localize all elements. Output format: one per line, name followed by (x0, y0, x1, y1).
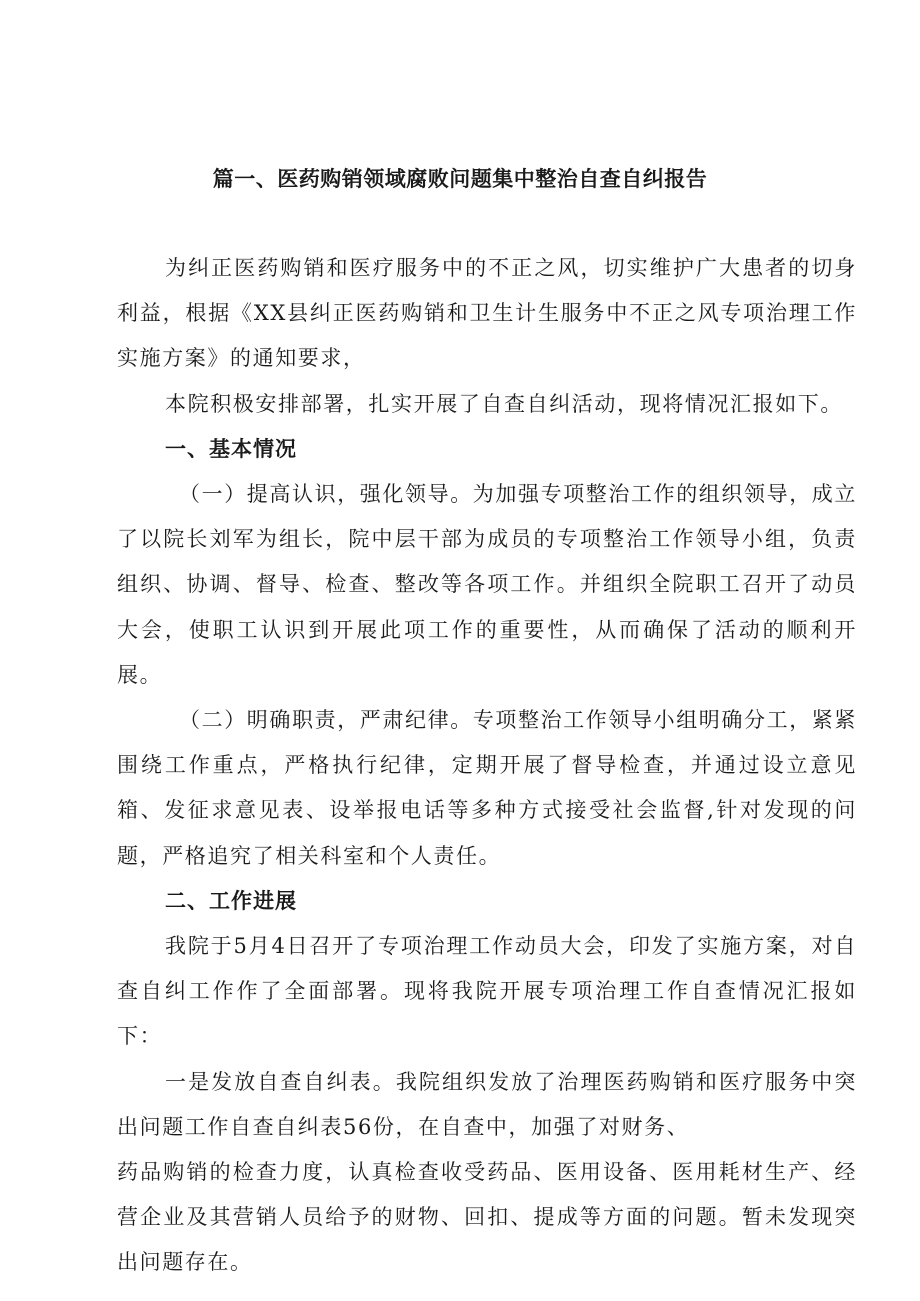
section2-paragraph-3: 药品购销的检查力度，认真检查收受药品、医用设备、医用耗材生产、经营企业及其营销人员给予的财物、回扣、提成等方面的问题。暂未发现突出问题存在。 (117, 1160, 857, 1275)
section-heading-basic: 一、基本情况 (165, 436, 297, 461)
section2-paragraph-1: 我院于5月4日召开了专项治理工作动员大会，印发了实施方案，对自查自纠工作作了全面部署。现将我院开展专项治理工作自查情况汇报如下： (117, 934, 857, 1049)
document-title: 篇一、医药购销领域腐败问题集中整治自查自纠报告 (212, 167, 708, 191)
section2-paragraph-2: 一是发放自查自纠表。我院组织发放了治理医药购销和医疗服务中突出问题工作自查自纠表56份，在自查中，加强了对财务、 (117, 1069, 857, 1139)
intro-paragraph: 为纠正医药购销和医疗服务中的不正之风，切实维护广大患者的切身利益，根据《XX县纠正医药购销和卫生计生服务中不正之风专项治理工作实施方案》的通知要求， (117, 256, 857, 371)
section1-paragraph-1: （一）提高认识，强化领导。为加强专项整治工作的组织领导，成立了以院长刘军为组长，院中层干部为成员的专项整治工作领导小组，负责组织、协调、督导、检查、整改等各项工作。并组织全院职工召开了动员大会，使职工认识到开展此项工作的重要性，从而确保了活动的顺利开展。 (117, 482, 857, 687)
section1-paragraph-2: （二）明确职责，严肃纪律。专项整治工作领导小组明确分工，紧紧围绕工作重点，严格执行纪律，定期开展了督导检查，并通过设立意见箱、发征求意见表、设举报电话等多种方式接受社会监督,针对发现的问题，严格追究了相关科室和个人责任。 (117, 708, 857, 868)
intro-paragraph-2: 本院积极安排部署，扎实开展了自查自纠活动，现将情况汇报如下。 (165, 391, 843, 416)
section-heading-progress: 二、工作进展 (165, 888, 297, 913)
document-body (117, 246, 857, 1286)
